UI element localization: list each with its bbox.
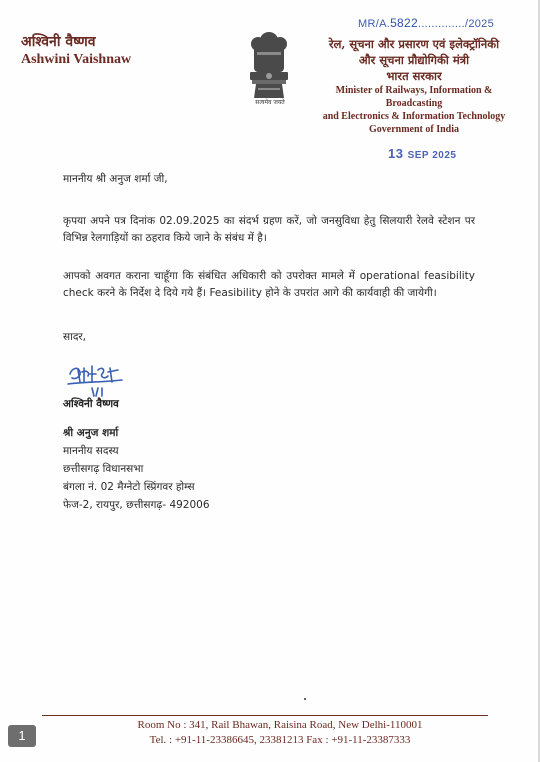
reference-prefix: MR/A.	[358, 18, 391, 30]
addressee-name: श्री अनुज शर्मा	[63, 427, 119, 439]
emblem-motto: सत्यमेव जयते	[255, 99, 285, 106]
footer-address: Room No : 341, Rail Bhawan, Raisina Road, New Delhi-110001	[137, 719, 423, 731]
state-emblem-icon	[244, 28, 294, 108]
signatory-name: अश्विनी वैष्णव	[63, 398, 119, 410]
addressee-line1: माननीय सदस्य	[63, 445, 119, 457]
date-stamp-month-year: SEP 2025	[407, 150, 457, 161]
office-hindi-line3: भारत सरकार	[386, 69, 442, 83]
office-english-line3: Government of India	[369, 124, 459, 135]
paragraph-2: आपको अवगत कराना चाहूँगा कि संबंधित अधिकारी को उपरोक्त मामले में operational feasibility check करने के निर्देश दे दिये गये हैं। Feasibility होने के उपरांत आगे की कार्यवाही की जायेगी।	[63, 270, 475, 299]
reference-dots: ..............	[417, 18, 465, 30]
reference-suffix: /2025	[464, 18, 494, 30]
reference-number	[358, 16, 494, 30]
office-english-line2: and Electronics & Information Technology	[322, 111, 506, 122]
footer-phone: Tel. : +91-11-23386645, 23381213 Fax : +91-11-23387333	[149, 734, 411, 746]
office-hindi-line1: रेल, सूचना और प्रसारण एवं इलेक्ट्रॉनिकी	[328, 37, 500, 51]
addressee-line3: बंगला नं. 02 मैग्नेटो स्प्रिंगवर होम्स	[63, 481, 195, 493]
sender-name-hindi: अश्विनी वैष्णव	[21, 34, 96, 50]
office-hindi-line2: और सूचना प्रौद्योगिकी मंत्री	[358, 53, 470, 67]
footer	[100, 718, 460, 748]
salutation: माननीय श्री अनुज शर्मा जी,	[63, 173, 168, 185]
office-designation	[312, 36, 516, 136]
handwritten-signature	[66, 360, 126, 398]
footer-divider	[42, 715, 488, 716]
date-stamp-day: 13	[388, 146, 404, 161]
sender-name-english: Ashwini Vaishnaw	[21, 52, 132, 67]
date-stamp	[388, 146, 456, 161]
addressee-line4: फेज-2, रायपुर, छत्तीसगढ़- 492006	[63, 499, 210, 511]
stray-mark	[304, 698, 306, 700]
addressee-line2: छत्तीसगढ़ विधानसभा	[63, 463, 144, 475]
paragraph-1: कृपया अपने पत्र दिनांक 02.09.2025 का संदर्भ ग्रहण करें, जो जनसुविधा हेतु सिलयारी रेलवे स्टेशन पर विभिन्न रेलगाड़ियों का ठहराव किये जाने के संबंध में है।	[63, 215, 475, 244]
office-english-line1: Minister of Railways, Information & Broadcasting	[335, 85, 493, 109]
closing: सादर,	[63, 331, 87, 343]
addressee-block	[63, 424, 210, 514]
page-number-badge[interactable]: 1	[8, 725, 36, 747]
reference-serial: 5822	[390, 16, 418, 30]
